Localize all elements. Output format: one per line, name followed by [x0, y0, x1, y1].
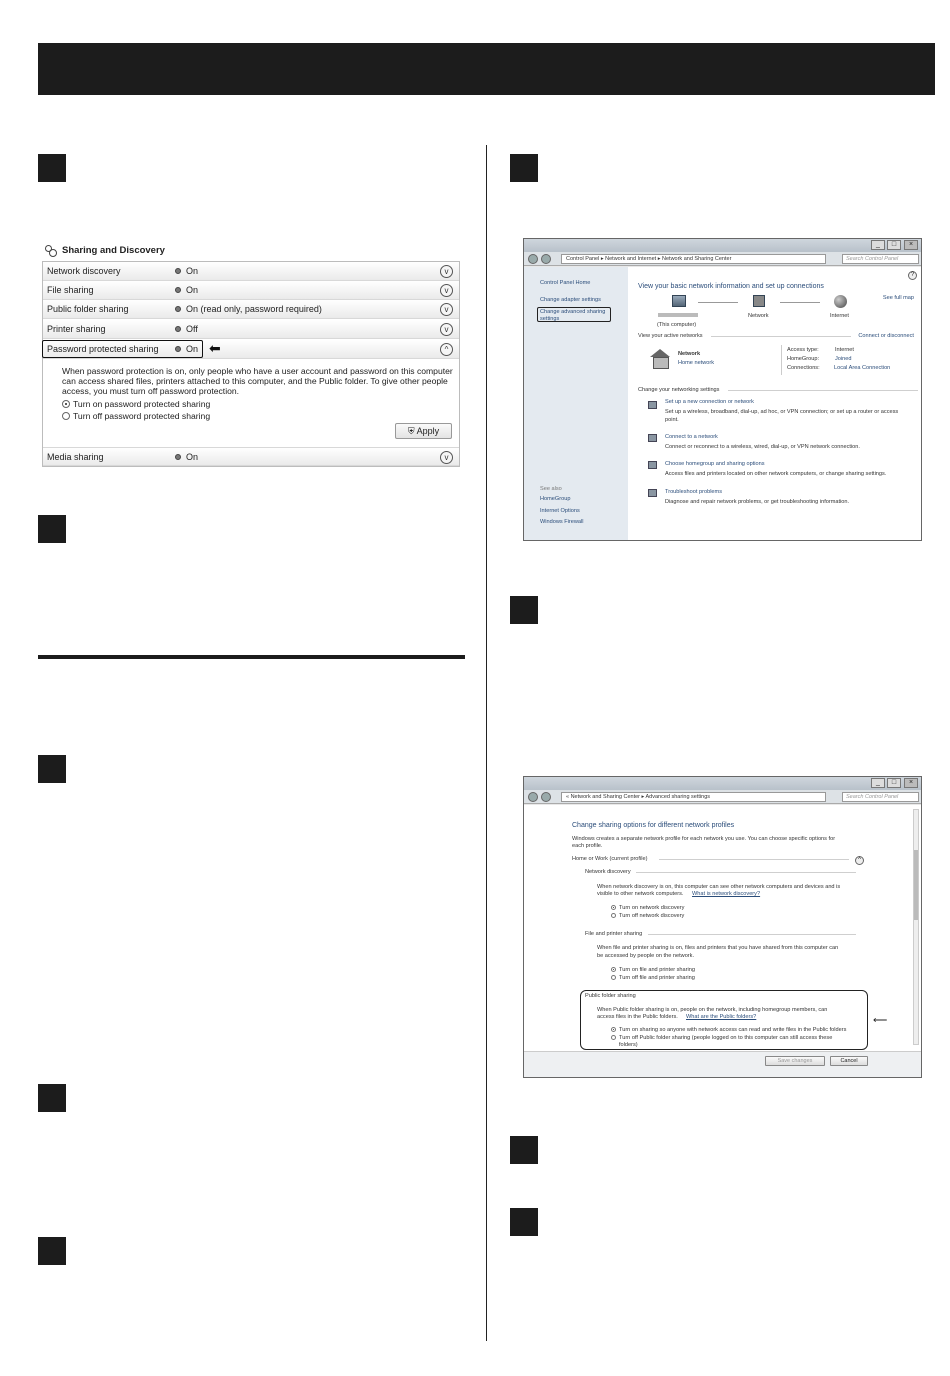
highlight-box	[580, 990, 868, 1050]
step-marker	[510, 154, 538, 182]
radio-selected-icon[interactable]	[611, 905, 616, 910]
setting-row-printer-sharing[interactable]: Printer sharing Off v	[43, 320, 459, 339]
homegroup-status-link[interactable]: Joined	[835, 356, 852, 362]
title-bar	[524, 239, 921, 252]
search-input[interactable]: Search Control Panel	[842, 254, 919, 264]
radio-icon[interactable]	[611, 975, 616, 980]
column-divider	[486, 145, 487, 1341]
radio-file-printer-off[interactable]: Turn off file and printer sharing	[611, 975, 695, 981]
task-troubleshoot[interactable]: Troubleshoot problems	[665, 489, 723, 495]
chevron-down-icon[interactable]: v	[440, 303, 453, 316]
connection-line	[780, 302, 820, 303]
maximize-icon[interactable]: □	[887, 778, 901, 788]
network-type-link[interactable]: Home network	[678, 360, 715, 366]
step-marker	[38, 1237, 66, 1265]
setting-row-public-folder[interactable]: Public folder sharing On (read only, password required) v	[43, 300, 459, 319]
radio-public-sharing-on[interactable]: Turn on sharing so anyone with network access can read and write files in the Public folders	[611, 1027, 846, 1033]
maximize-icon[interactable]: □	[887, 240, 901, 250]
profile-header: Home or Work (current profile)	[572, 856, 648, 862]
radio-network-discovery-off[interactable]: Turn off network discovery	[611, 913, 684, 919]
network-discovery-help-link[interactable]: What is network discovery?	[692, 891, 761, 897]
scrollbar-thumb[interactable]	[914, 850, 918, 920]
sidebar: Control Panel Home Change adapter settings Change advanced sharing settings See also HomeGroup Internet Options Windows Firewall	[524, 267, 628, 540]
forward-icon[interactable]	[541, 254, 551, 264]
task-new-connection[interactable]: Set up a new connection or network	[665, 399, 754, 405]
computer-icon	[672, 295, 686, 307]
address-row	[524, 252, 921, 266]
step-marker	[38, 515, 66, 543]
help-icon[interactable]: ?	[908, 271, 917, 280]
step-marker	[38, 154, 66, 182]
page-title: View your basic network information and set up connections	[638, 283, 824, 290]
globe-icon	[834, 295, 847, 308]
homegroup-icon	[648, 461, 657, 469]
save-changes-button[interactable]: Save changes	[765, 1056, 825, 1066]
step-marker	[38, 1084, 66, 1112]
minimize-icon[interactable]: _	[871, 240, 885, 250]
apply-button[interactable]: ⛨ Apply	[395, 423, 452, 439]
chevron-down-icon[interactable]: v	[440, 451, 453, 464]
main-content: View your basic network information and set up connections ? See full map (This computer) Network Internet View your active networks Connect or disconnect Network Home network Access type: Internet HomeGroup: Joined Connections: Local Area Connection Change your networking settings Set up a new connection or network Set up a wireless, broadband, dial-up, ad hoc, or VPN connection; or set up a router or access point. Connect to a network Connect or reconnect to a wireless, wired, dial-up, or VPN network connection. Choose homegroup and sharing options Access files and printers located on other network computers, or change sharing settings. Troubleshoot problems Diagnose and repair network problems, or get troubleshooting information.	[628, 267, 921, 540]
status-dot	[175, 326, 181, 332]
chevron-down-icon[interactable]: v	[440, 265, 453, 278]
close-icon[interactable]: ×	[904, 240, 918, 250]
address-bar[interactable]: Control Panel ▸ Network and Internet ▸ Network and Sharing Center	[561, 254, 826, 264]
address-bar[interactable]: « Network and Sharing Center ▸ Advanced sharing settings	[561, 792, 826, 802]
minimize-icon[interactable]: _	[871, 778, 885, 788]
sidebar-item-home[interactable]: Control Panel Home	[540, 280, 591, 286]
network-icon	[753, 295, 765, 307]
sharing-discovery-title: Sharing and Discovery	[44, 244, 165, 256]
status-dot	[175, 287, 181, 293]
advanced-sharing-window	[523, 776, 922, 1078]
connect-disconnect-link[interactable]: Connect or disconnect	[858, 333, 914, 339]
address-row	[524, 790, 921, 804]
pointer-arrow: ⬅	[209, 340, 221, 356]
task-homegroup-sharing[interactable]: Choose homegroup and sharing options	[665, 461, 765, 467]
password-protection-description: When password protection is on, only people who have a user account and password on this computer can access shared files, printers attached to this computer, and the Public folder. To give other people access, you must turn off password protection.	[62, 366, 453, 396]
setting-row-file-sharing[interactable]: File sharing On v	[43, 281, 459, 300]
home-network-icon	[650, 349, 670, 367]
radio-public-sharing-off[interactable]: Turn off Public folder sharing (people logged on to this computer can still access these	[611, 1035, 832, 1041]
chevron-up-icon[interactable]: ^	[440, 343, 453, 356]
sidebar-item-adapter[interactable]: Change adapter settings	[540, 297, 601, 303]
forward-icon[interactable]	[541, 792, 551, 802]
radio-icon[interactable]	[611, 1035, 616, 1040]
radio-selected-icon[interactable]	[611, 967, 616, 972]
step-marker	[510, 1136, 538, 1164]
troubleshoot-icon	[648, 489, 657, 497]
page-title: Change sharing options for different network profiles	[572, 822, 735, 829]
computer-name-blurred	[658, 313, 698, 317]
connection-line	[698, 302, 738, 303]
public-folders-help-link[interactable]: What are the Public folders?	[686, 1014, 757, 1020]
footer-bar	[524, 1051, 921, 1077]
step-marker	[510, 1208, 538, 1236]
status-dot	[175, 268, 181, 274]
scrollbar[interactable]	[913, 809, 919, 1045]
radio-icon[interactable]	[611, 913, 616, 918]
radio-icon[interactable]	[62, 412, 70, 420]
header-bar	[38, 43, 935, 95]
pointer-arrow: ⟵	[873, 1015, 888, 1026]
radio-selected-icon[interactable]	[62, 400, 70, 408]
back-icon[interactable]	[528, 792, 538, 802]
cancel-button[interactable]: Cancel	[830, 1056, 868, 1066]
sidebar-item-internet-options[interactable]: Internet Options	[540, 508, 580, 514]
sidebar-item-homegroup[interactable]: HomeGroup	[540, 496, 571, 502]
radio-turn-on-password[interactable]: Turn on password protected sharing	[62, 399, 210, 409]
network-sharing-center-window	[523, 238, 922, 541]
radio-selected-icon[interactable]	[611, 1027, 616, 1032]
close-icon[interactable]: ×	[904, 778, 918, 788]
new-connection-icon	[648, 401, 657, 409]
sharing-icon	[44, 244, 56, 256]
radio-file-printer-on[interactable]: Turn on file and printer sharing	[611, 967, 695, 973]
sidebar-item-advanced[interactable]: Change advanced sharing	[540, 309, 606, 315]
see-full-map-link[interactable]: See full map	[882, 295, 914, 301]
setting-row-media-sharing[interactable]: Media sharing On v	[43, 447, 459, 466]
status-dot	[175, 306, 181, 312]
highlight-box	[42, 340, 203, 358]
local-area-connection-link[interactable]: Local Area Connection	[834, 365, 891, 371]
radio-turn-off-password[interactable]: Turn off password protected sharing	[62, 411, 210, 421]
connect-network-icon	[648, 434, 657, 442]
chevron-down-icon[interactable]: v	[440, 284, 453, 297]
setting-row-network-discovery[interactable]: Network discovery On v	[43, 262, 459, 281]
status-dot	[175, 454, 181, 460]
setting-row-password-protected[interactable]: Password protected sharing On ^	[43, 340, 459, 359]
sidebar-item-firewall[interactable]: Windows Firewall	[540, 519, 584, 525]
step-marker	[510, 596, 538, 624]
chevron-down-icon[interactable]: v	[440, 323, 453, 336]
back-icon[interactable]	[528, 254, 538, 264]
main-content: Change sharing options for different network profiles Windows creates a separate network profile for each network you use. You can choose specific options for each profile. Home or Work (current profile) ^ Network discovery When network discovery is on, this computer can see other network computers and devices and is visible to other network computers. What is network discovery? Turn on network discovery Turn off network discovery File and printer sharing When file and printer sharing is on, files and printers that you have shared from this computer can be accessed by people on the network. Turn on file and printer sharing Turn off file and printer sharing Public folder sharing When Public folder sharing is on, people on the network, including homegroup members, can access files in the Public folders. What are the Public folders? Turn on sharing so anyone with network access can read and write files in the Public folders Turn off Public folder sharing (people logged on to this computer can still access these folders) ⟵ Save changes Cancel	[524, 805, 921, 1077]
radio-network-discovery-on[interactable]: Turn on network discovery	[611, 905, 684, 911]
step-marker	[38, 755, 66, 783]
title-bar	[524, 777, 921, 790]
search-input[interactable]: Search Control Panel	[842, 792, 919, 802]
shield-icon: ⛨	[407, 426, 415, 436]
task-connect-network[interactable]: Connect to a network	[665, 434, 718, 440]
section-rule	[38, 655, 465, 659]
chevron-up-icon[interactable]: ^	[855, 856, 864, 865]
